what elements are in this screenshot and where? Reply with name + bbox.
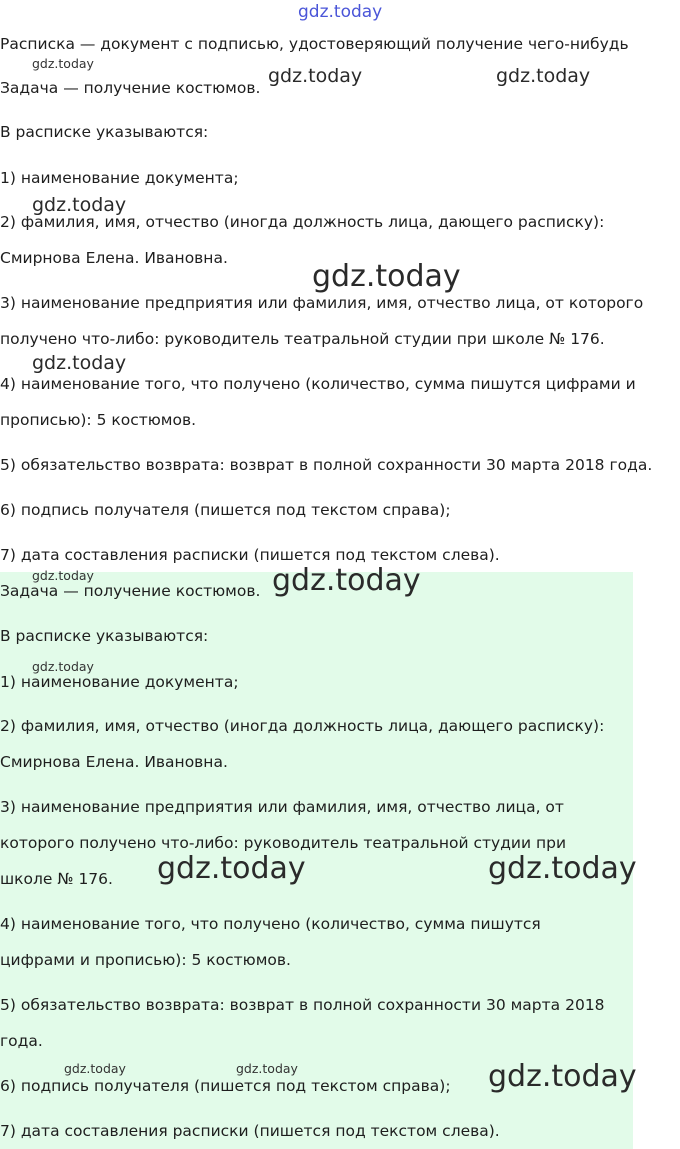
watermark: gdz.today bbox=[272, 563, 421, 598]
text-line: прописью): 5 костюмов. bbox=[0, 411, 197, 429]
watermark: gdz.today bbox=[32, 56, 94, 71]
text-line: Задача — получение костюмов. bbox=[0, 582, 261, 600]
watermark-logo: gdz.today bbox=[298, 2, 383, 22]
watermark: gdz.today bbox=[268, 65, 363, 87]
text-line: 5) обязательство возврата: возврат в полной сохранности 30 марта 2018 года. bbox=[0, 456, 653, 474]
text-line: года. bbox=[0, 1032, 43, 1050]
text-line: которого получено что-либо: руководитель театральной студии при bbox=[0, 834, 567, 852]
text-line: школе № 176. bbox=[0, 870, 113, 888]
watermark: gdz.today bbox=[496, 65, 591, 87]
text-line: 2) фамилия, имя, отчество (иногда должность лица, дающего расписку): bbox=[0, 717, 605, 735]
text-line: 4) наименование того, что получено (количество, сумма пишутся bbox=[0, 915, 541, 933]
text-line: 7) дата составления расписки (пишется под текстом слева). bbox=[0, 546, 500, 564]
watermark: gdz.today bbox=[32, 659, 94, 674]
text-line: Смирнова Елена. Ивановна. bbox=[0, 249, 228, 267]
watermark: gdz.today bbox=[488, 1059, 637, 1094]
watermark: gdz.today bbox=[312, 259, 461, 294]
text-line: 3) наименование предприятия или фамилия, имя, отчество лица, от которого bbox=[0, 294, 644, 312]
text-line: В расписке указываются: bbox=[0, 123, 209, 141]
text-line: Расписка — документ с подписью, удостоверяющий получение чего-нибудь bbox=[0, 35, 629, 53]
text-line: цифрами и прописью): 5 костюмов. bbox=[0, 951, 291, 969]
text-line: получено что-либо: руководитель театральной студии при школе № 176. bbox=[0, 330, 605, 348]
watermark: gdz.today bbox=[157, 851, 306, 886]
watermark: gdz.today bbox=[32, 568, 94, 583]
text-line: 6) подпись получателя (пишется под текстом справа); bbox=[0, 501, 451, 519]
text-line: 3) наименование предприятия или фамилия, имя, отчество лица, от bbox=[0, 798, 564, 816]
watermark: gdz.today bbox=[32, 194, 127, 216]
text-line: 1) наименование документа; bbox=[0, 673, 239, 691]
text-line: В расписке указываются: bbox=[0, 627, 209, 645]
text-line: 4) наименование того, что получено (количество, сумма пишутся цифрами и bbox=[0, 375, 636, 393]
text-line: 6) подпись получателя (пишется под текстом справа); bbox=[0, 1077, 451, 1095]
text-line: 5) обязательство возврата: возврат в полной сохранности 30 марта 2018 bbox=[0, 996, 605, 1014]
text-line: Смирнова Елена. Ивановна. bbox=[0, 753, 228, 771]
watermark: gdz.today bbox=[64, 1061, 126, 1076]
watermark: gdz.today bbox=[488, 851, 637, 886]
text-line: 1) наименование документа; bbox=[0, 169, 239, 187]
text-line: Задача — получение костюмов. bbox=[0, 79, 261, 97]
watermark: gdz.today bbox=[236, 1061, 298, 1076]
text-line: 2) фамилия, имя, отчество (иногда должность лица, дающего расписку): bbox=[0, 213, 605, 231]
watermark: gdz.today bbox=[32, 352, 127, 374]
text-line: 7) дата составления расписки (пишется под текстом слева). bbox=[0, 1122, 500, 1140]
